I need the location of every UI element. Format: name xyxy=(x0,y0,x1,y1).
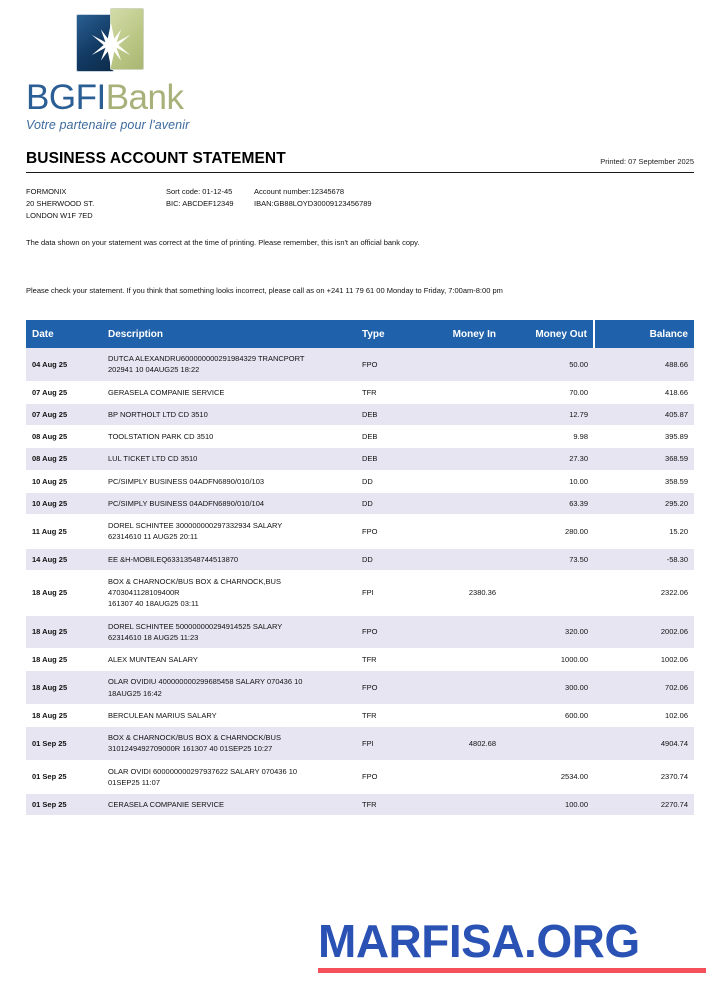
watermark-underline xyxy=(318,968,706,973)
cell-description xyxy=(102,727,356,761)
brand-tagline: Votre partenaire pour l'avenir xyxy=(26,118,190,132)
sort-code: Sort code: 01-12-45 xyxy=(166,187,233,196)
description-line-1: BOX & CHARNOCK/BUS BOX & CHARNOCK,BUS 4703041128109400R xyxy=(108,576,281,597)
cell-description xyxy=(102,492,356,514)
description-line-2: 161307 40 18AUG25 03:11 xyxy=(108,599,199,609)
cell-description xyxy=(102,704,356,726)
table-row xyxy=(26,727,694,761)
cell-balance: 4904.74 xyxy=(594,727,694,761)
description-line-1: DOREL SCHINTEE 500000000294914525 SALARY xyxy=(108,621,283,631)
cell-date: 01 Sep 25 xyxy=(26,727,102,761)
cell-money-out: 280.00 xyxy=(502,515,594,549)
cell-money-in: 4802.68 xyxy=(418,727,502,761)
account-info-row xyxy=(26,186,694,222)
cell-balance: 295.20 xyxy=(594,492,694,514)
cell-money-in xyxy=(418,403,502,425)
column-header-description: Description xyxy=(102,320,356,348)
cell-money-in xyxy=(418,671,502,705)
printed-date: Printed: 07 September 2025 xyxy=(600,157,694,166)
cell-date: 18 Aug 25 xyxy=(26,649,102,671)
cell-description xyxy=(102,470,356,492)
accuracy-notice: The data shown on your statement was correct at the time of printing. Please remember, this isn't an official bank copy. xyxy=(26,238,420,247)
bgfi-logo-mark xyxy=(72,8,150,76)
watermark xyxy=(318,915,710,973)
cell-description xyxy=(102,426,356,448)
description-line-1: BERCULEAN MARIUS SALARY xyxy=(108,710,217,720)
cell-description xyxy=(102,615,356,649)
cell-money-in: 2380.36 xyxy=(418,570,502,615)
cell-money-in xyxy=(418,515,502,549)
cell-type: TFR xyxy=(356,704,418,726)
cell-money-out: 70.00 xyxy=(502,381,594,403)
cell-money-out: 600.00 xyxy=(502,704,594,726)
cell-date: 08 Aug 25 xyxy=(26,448,102,470)
cell-type: DD xyxy=(356,470,418,492)
cell-money-out: 10.00 xyxy=(502,470,594,492)
cell-type: DEB xyxy=(356,448,418,470)
cell-date: 18 Aug 25 xyxy=(26,671,102,705)
cell-balance: 2270.74 xyxy=(594,794,694,816)
cell-date: 04 Aug 25 xyxy=(26,348,102,381)
cell-type: FPO xyxy=(356,760,418,794)
cell-money-in xyxy=(418,548,502,570)
cell-date: 14 Aug 25 xyxy=(26,548,102,570)
iban-code: IBAN:GB88LOYD30009123456789 xyxy=(254,199,372,209)
cell-description xyxy=(102,649,356,671)
cell-balance: 1002.06 xyxy=(594,649,694,671)
table-row xyxy=(26,548,694,570)
cell-description xyxy=(102,381,356,403)
watermark-text: MARFISA.ORG xyxy=(318,915,640,967)
table-row xyxy=(26,615,694,649)
cell-date: 07 Aug 25 xyxy=(26,381,102,403)
description-line-1: PC/SIMPLY BUSINESS 04ADFN6890/010/104 xyxy=(108,498,265,508)
table-row xyxy=(26,515,694,549)
column-header-money-in: Money In xyxy=(418,320,502,348)
cell-money-in xyxy=(418,649,502,671)
description-line-1: DOREL SCHINTEE 300000000297332934 SALARY xyxy=(108,521,283,530)
cell-description xyxy=(102,515,356,549)
cell-balance: 358.59 xyxy=(594,470,694,492)
cell-money-out: 300.00 xyxy=(502,671,594,705)
cell-money-out: 73.50 xyxy=(502,548,594,570)
brand-name-bank: Bank xyxy=(105,78,184,117)
table-row xyxy=(26,794,694,816)
brand-name xyxy=(26,80,356,115)
cell-description xyxy=(102,570,356,615)
table-row xyxy=(26,704,694,726)
cell-balance: 405.87 xyxy=(594,403,694,425)
cell-type: DEB xyxy=(356,426,418,448)
description-line-1: DUTCA ALEXANDRU600000000291984329 TRANCPORT xyxy=(108,354,305,363)
page-title: BUSINESS ACCOUNT STATEMENT xyxy=(26,150,286,167)
cell-balance: 702.06 xyxy=(594,671,694,705)
cell-money-out: 1000.00 xyxy=(502,649,594,671)
description-line-1: OLAR OVIDI 600000000297937622 SALARY 070436 10 xyxy=(108,766,298,776)
cell-money-in xyxy=(418,348,502,381)
cell-balance: 418.66 xyxy=(594,381,694,403)
table-row xyxy=(26,492,694,514)
description-line-1: EE &H-MOBILEQ63313548744513870 xyxy=(108,554,239,564)
cell-money-out: 9.98 xyxy=(502,426,594,448)
cell-balance: 2322.06 xyxy=(594,570,694,615)
cell-type: FPO xyxy=(356,671,418,705)
description-line-2: 3101249492709000R 161307 40 01SEP25 10:27 xyxy=(108,744,273,754)
description-line-1: OLAR OVIDIU 400000000299685458 SALARY 070436 10 xyxy=(108,677,303,687)
cell-type: FPI xyxy=(356,570,418,615)
cell-date: 10 Aug 25 xyxy=(26,470,102,492)
bic-code: BIC: ABCDEF12349 xyxy=(166,199,234,209)
column-header-date: Date xyxy=(26,320,102,348)
cell-money-out xyxy=(502,570,594,615)
account-number: Account number:12345678 xyxy=(254,187,345,196)
table-row xyxy=(26,403,694,425)
cell-type: FPO xyxy=(356,515,418,549)
cell-date: 08 Aug 25 xyxy=(26,426,102,448)
description-line-1: TOOLSTATION PARK CD 3510 xyxy=(108,432,214,441)
statement-title-row xyxy=(26,150,694,173)
description-line-2: 01SEP25 11:07 xyxy=(108,777,160,787)
cell-type: TFR xyxy=(356,381,418,403)
cell-money-in xyxy=(418,381,502,403)
cell-date: 01 Sep 25 xyxy=(26,794,102,816)
cell-date: 18 Aug 25 xyxy=(26,570,102,615)
cell-money-in xyxy=(418,615,502,649)
cell-money-out: 63.39 xyxy=(502,492,594,514)
cell-balance: 2370.74 xyxy=(594,760,694,794)
cell-type: TFR xyxy=(356,649,418,671)
cell-type: FPI xyxy=(356,727,418,761)
cell-description xyxy=(102,403,356,425)
bank-logo-block xyxy=(26,8,356,132)
cell-money-in xyxy=(418,492,502,514)
cell-money-in xyxy=(418,448,502,470)
cell-date: 11 Aug 25 xyxy=(26,515,102,549)
table-row xyxy=(26,470,694,492)
account-holder-name: FORMONIX xyxy=(26,187,67,196)
description-line-2: 18AUG25 16:42 xyxy=(108,688,162,698)
description-line-2: 62314610 18 AUG25 11:23 xyxy=(108,632,199,642)
cell-description xyxy=(102,760,356,794)
table-row xyxy=(26,570,694,615)
cell-type: DD xyxy=(356,548,418,570)
table-row xyxy=(26,426,694,448)
column-header-balance: Balance xyxy=(594,320,694,348)
cell-description xyxy=(102,548,356,570)
cell-money-in xyxy=(418,426,502,448)
cell-date: 18 Aug 25 xyxy=(26,704,102,726)
cell-date: 18 Aug 25 xyxy=(26,615,102,649)
cell-balance: 488.66 xyxy=(594,348,694,381)
table-row xyxy=(26,448,694,470)
cell-type: DEB xyxy=(356,403,418,425)
cell-money-out: 12.79 xyxy=(502,403,594,425)
table-row xyxy=(26,348,694,381)
cell-date: 07 Aug 25 xyxy=(26,403,102,425)
cell-money-out xyxy=(502,727,594,761)
account-identifiers xyxy=(166,186,694,222)
cell-money-in xyxy=(418,794,502,816)
account-holder-address xyxy=(26,186,166,222)
column-header-type: Type xyxy=(356,320,418,348)
brand-name-bgfi: BGFI xyxy=(26,78,106,117)
cell-money-out: 2534.00 xyxy=(502,760,594,794)
table-header-row xyxy=(26,320,694,348)
description-line-2: 62314610 11 AUG25 20:11 xyxy=(108,532,198,542)
cell-date: 10 Aug 25 xyxy=(26,492,102,514)
cell-description xyxy=(102,448,356,470)
cell-money-in xyxy=(418,470,502,492)
description-line-1: PC/SIMPLY BUSINESS 04ADFN6890/010/103 xyxy=(108,476,265,486)
cell-type: FPO xyxy=(356,348,418,381)
star-icon xyxy=(88,22,134,68)
description-line-1: BP NORTHOLT LTD CD 3510 xyxy=(108,409,208,419)
table-row xyxy=(26,381,694,403)
transactions-table xyxy=(26,320,694,816)
cell-description xyxy=(102,794,356,816)
transactions-body xyxy=(26,348,694,816)
table-row xyxy=(26,671,694,705)
cell-money-out: 50.00 xyxy=(502,348,594,381)
description-line-1: ALEX MUNTEAN SALARY xyxy=(108,655,198,664)
cell-balance: 15.20 xyxy=(594,515,694,549)
cell-description xyxy=(102,348,356,381)
description-line-1: CERASELA COMPANIE SERVICE xyxy=(108,800,225,809)
table-row xyxy=(26,760,694,794)
cell-money-in xyxy=(418,760,502,794)
cell-money-in xyxy=(418,704,502,726)
cell-type: DD xyxy=(356,492,418,514)
cell-balance: -58.30 xyxy=(594,548,694,570)
cell-balance: 395.89 xyxy=(594,426,694,448)
address-line-2: LONDON W1F 7ED xyxy=(26,211,93,221)
description-line-1: BOX & CHARNOCK/BUS BOX & CHARNOCK/BUS xyxy=(108,733,281,742)
description-line-2: 202941 10 04AUG25 18:22 xyxy=(108,365,200,375)
cell-money-out: 320.00 xyxy=(502,615,594,649)
description-line-1: GERASELA COMPANIE SERVICE xyxy=(108,387,225,397)
cell-balance: 102.06 xyxy=(594,704,694,726)
contact-notice: Please check your statement. If you think that something looks incorrect, please call as on +241 11 79 61 00 Monday to Friday, 7:00am-8:00 pm xyxy=(26,286,503,295)
address-line-1: 20 SHERWOOD ST. xyxy=(26,199,95,209)
cell-money-out: 100.00 xyxy=(502,794,594,816)
cell-balance: 2002.06 xyxy=(594,615,694,649)
table-row xyxy=(26,649,694,671)
cell-description xyxy=(102,671,356,705)
description-line-1: LUL TICKET LTD CD 3510 xyxy=(108,454,198,464)
column-header-money-out: Money Out xyxy=(502,320,594,348)
cell-type: FPO xyxy=(356,615,418,649)
cell-money-out: 27.30 xyxy=(502,448,594,470)
cell-balance: 368.59 xyxy=(594,448,694,470)
cell-date: 01 Sep 25 xyxy=(26,760,102,794)
cell-type: TFR xyxy=(356,794,418,816)
